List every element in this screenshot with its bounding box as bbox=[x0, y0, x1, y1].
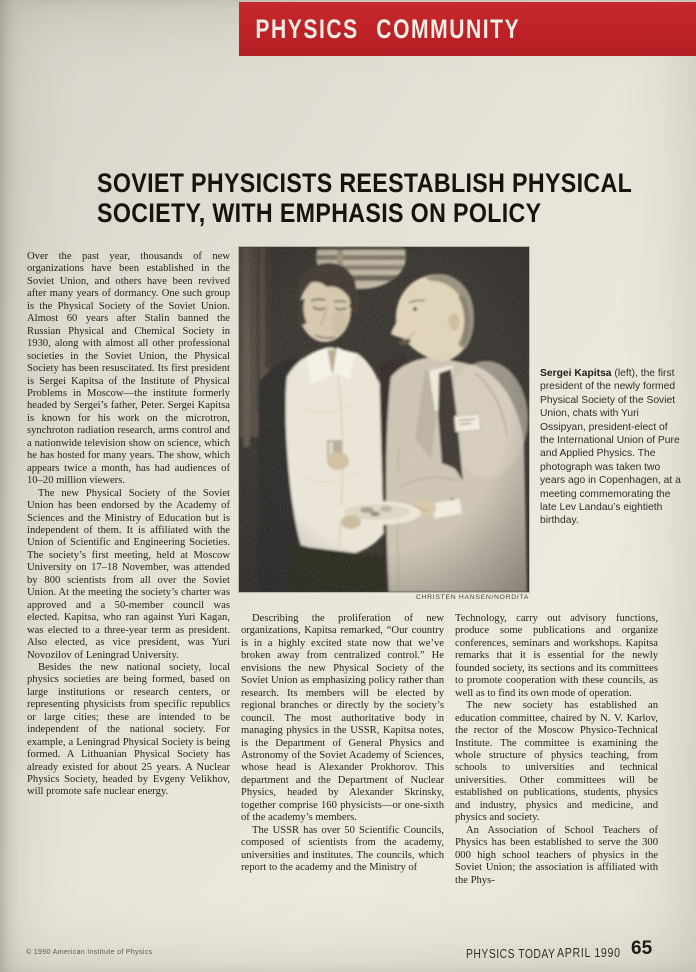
body-paragraph: Technology, carry out advisory functions, produce some publications and organize conferences, seminars and workshops. Kapitsa remarks that it is essential for the newly founded society, its sections and its committees to promote cooperation with these councils, as well as to find its own mode of operation. bbox=[455, 613, 658, 699]
article-headline bbox=[97, 168, 657, 228]
photo-caption bbox=[540, 367, 681, 528]
body-paragraph: The new Physical Society of the Soviet Union has been endorsed by the Academy of Sciences and the Ministry of Education but is independent of them. It is affiliated with the Union of Scientific and Engineering Societies. The society’s first meeting, held at Moscow University on 17–18 November, was attended by 800 scientists from all over the Soviet Union. At the meeting the society’s charter was approved and a 50-member council was elected. Kapitsa, who ran against Yuri Kagan, was elected to a three-year term as president. Also elected, as vice president, was Yuri Novozilov of Leningrad University. bbox=[27, 487, 230, 661]
copyright-notice: © 1990 American Institute of Physics bbox=[26, 947, 153, 956]
body-paragraph: The USSR has over 50 Scientific Councils, composed of scientists from the academy, universities and institutes. The councils, which report to the academy and the Ministry of bbox=[241, 824, 444, 874]
body-column-right bbox=[455, 613, 658, 887]
body-column-middle bbox=[241, 613, 444, 875]
body-column-left bbox=[27, 251, 230, 799]
footer-issue-date: APRIL 1990 bbox=[557, 946, 621, 960]
body-paragraph: Over the past year, thousands of new organizations have been established in the Soviet Union, and others have been revived after many years of dormancy. One such group is the Physical Society of the Soviet Union. Almost 60 years after Stalin banned the Russian Physical and Chemical Society in 1930, along with almost all other professional societies in the Soviet Union, the Physical Society has been resuscitated. Its first president is Sergei Kapitsa of the Institute of Physical Problems in Moscow—the institute formerly headed by Sergei’s father, Peter. Sergei Kapitsa is known for his work on the microtron, synchroton radiation research, arms control and a nationwide television show on science, which he has hosted for many years. The show, which appears twice a month, has had audiences of 10–20 million viewers. bbox=[27, 251, 230, 487]
photo-kapitsa-ossipyan bbox=[239, 247, 529, 592]
footer-magazine-name: PHYSICS TODAY bbox=[466, 946, 556, 961]
body-paragraph: The new society has established an education committee, chaired by N. V. Karlov, the rector of the Moscow Physico-Technical Institute. The committee is examining the whole structure of physics teaching, from schools to universities and technical universities. Other committees will be established on publications, students, physics and industry, physics and medicine, and physics and society. bbox=[455, 700, 658, 824]
photo-caption-lead: Sergei Kapitsa bbox=[540, 368, 612, 379]
footer-page-number: 65 bbox=[631, 938, 653, 959]
section-banner bbox=[239, 2, 696, 56]
photo-credit: CHRISTEN HANSEN/NORDITA bbox=[415, 594, 529, 601]
headline-line-2: SOCIETY, WITH EMPHASIS ON POLICY bbox=[97, 198, 542, 228]
body-paragraph: An Association of School Teachers of Physics has been established to serve the 300 000 high school teachers of physics in the Soviet Union; the association is affiliated with the Phys- bbox=[455, 824, 658, 886]
headline-line-1: SOVIET PHYSICISTS REESTABLISH PHYSICAL bbox=[97, 168, 633, 198]
body-paragraph: Besides the new national society, local physics societies are being formed, based on large institutions or research centers, or representing physicists from specific republics or large cities; these are intended to be independent of the national society. For example, a Leningrad Physical Society is being formed. A Lithuanian Physical Society has already existed for about 25 years. A Nuclear Physics Society, headed by Evgeny Velikhov, will promote safe nuclear energy. bbox=[27, 661, 230, 798]
body-paragraph: Describing the proliferation of new organizations, Kapitsa remarked, “Our country is in a highly excited state now that we’ve broken away from centralized control.” He envisions the new Physical Society of the Soviet Union as emphasizing policy rather than research. Its members will be elected by regional branches or directly by the society’s council. The most authoritative body in managing physics in the USSR, Kapitsa notes, is the Department of General Physics and Astronomy of the Soviet Academy of Sciences, whose head is Alexander Prokhorov. This department and the Department of Nuclear Physics, headed by Alexander Skrinsky, together comprise 160 physicists—or one-sixth of the academy’s members. bbox=[241, 613, 444, 824]
photo-caption-text: (left), the first president of the newly formed Physical Society of the Soviet Union, chats with Yuri Ossipyan, president-elect of the International Union of Pure and Applied Physics. The photograph was taken two years ago in Copenhagen, at a meeting commemorating the late Lev Landau’s eightieth birthday. bbox=[540, 368, 681, 527]
section-banner-label: PHYSICS COMMUNITY bbox=[255, 14, 521, 44]
